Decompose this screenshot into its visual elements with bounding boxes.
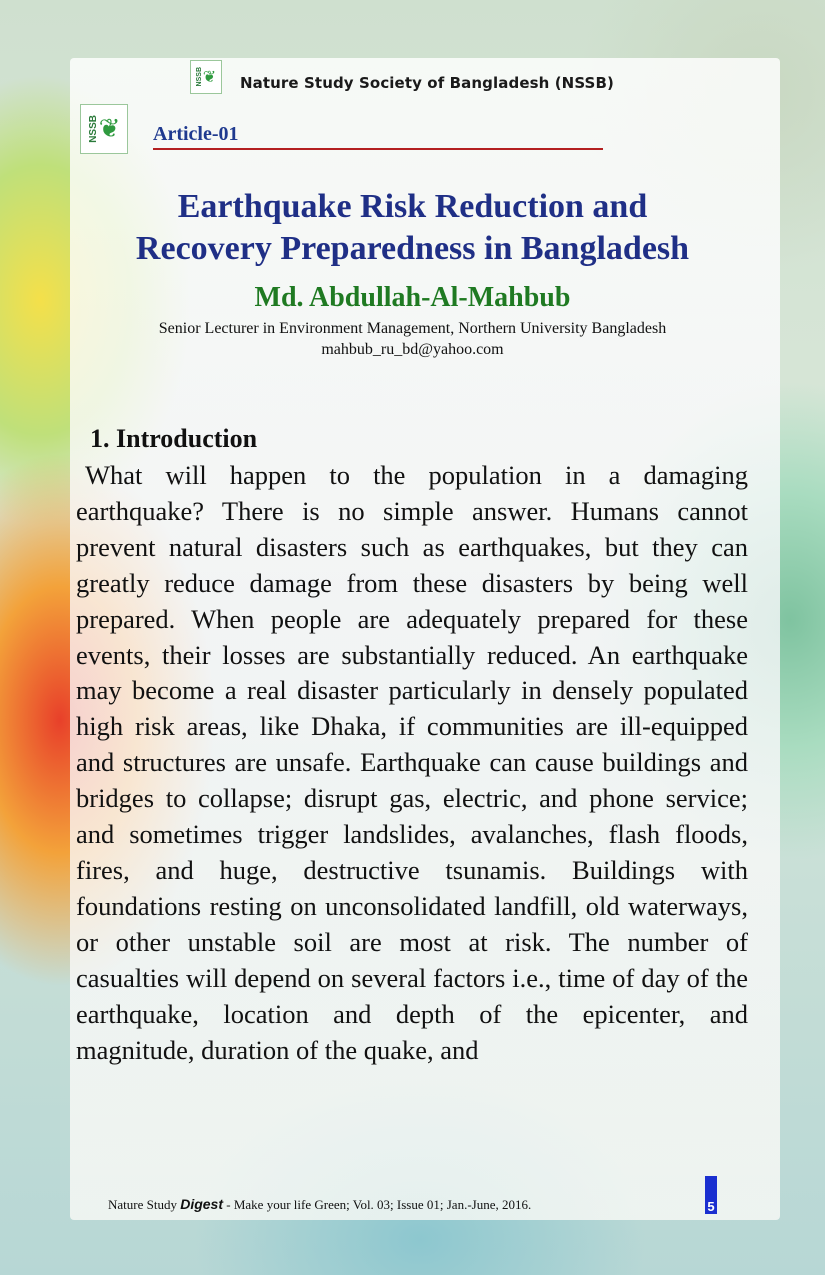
- section-heading: 1. Introduction: [90, 424, 258, 453]
- logo-text: NSSB: [195, 67, 203, 87]
- affiliation-text: Senior Lecturer in Environment Management, Northern University Bangladesh: [158, 320, 667, 337]
- leaf-icon: ❦: [98, 114, 121, 143]
- footer-digest: Digest: [180, 1196, 224, 1212]
- leaf-icon: ❦: [202, 69, 217, 86]
- author-affiliation: [70, 318, 755, 360]
- footer-prefix: Nature Study: [108, 1197, 177, 1212]
- author-name: Md. Abdullah-Al-Mahbub: [254, 282, 571, 313]
- section-body: What will happen to the population in a damaging earthquake? There is no simple answer. Humans cannot prevent natural disasters such as earthquakes, but they can greatly reduce damage from these disasters by being well prepared. When people are adequately prepared for these events, their losses are substantially reduced. An earthquake may become a real disaster particularly in densely populated high risk areas, like Dhaka, if communities are ill-equipped and structures are unsafe. Earthquake can cause buildings and bridges to collapse; disrupt gas, electric, and phone service; and sometimes trigger landslides, avalanches, flash floods, fires, and huge, destructive tsunamis. Buildings with foundations resting on unconsolidated landfill, old waterways, or other unstable soil are most at risk. The number of casualties will depend on several factors i.e., time of day of the earthquake, location and depth of the epicenter, and magnitude, duration of the quake, and: [76, 460, 748, 1065]
- nssb-logo-small: [190, 60, 222, 94]
- nssb-logo: [80, 104, 128, 154]
- title-line-2: Recovery Preparedness in Bangladesh: [135, 230, 690, 267]
- page-footer: [108, 1196, 531, 1213]
- article-title: [70, 186, 755, 270]
- logo-text: NSSB: [87, 115, 99, 143]
- article-label: Article-01: [153, 123, 239, 145]
- page-number: 5: [705, 1176, 717, 1214]
- title-line-1: Earthquake Risk Reduction and: [177, 188, 648, 225]
- article-divider: [153, 148, 603, 150]
- author-email: mahbub_ru_bd@yahoo.com: [321, 341, 504, 358]
- organization-name: Nature Study Society of Bangladesh (NSSB): [240, 74, 614, 92]
- footer-details: - Make your life Green; Vol. 03; Issue 01; Jan.-June, 2016.: [223, 1197, 532, 1212]
